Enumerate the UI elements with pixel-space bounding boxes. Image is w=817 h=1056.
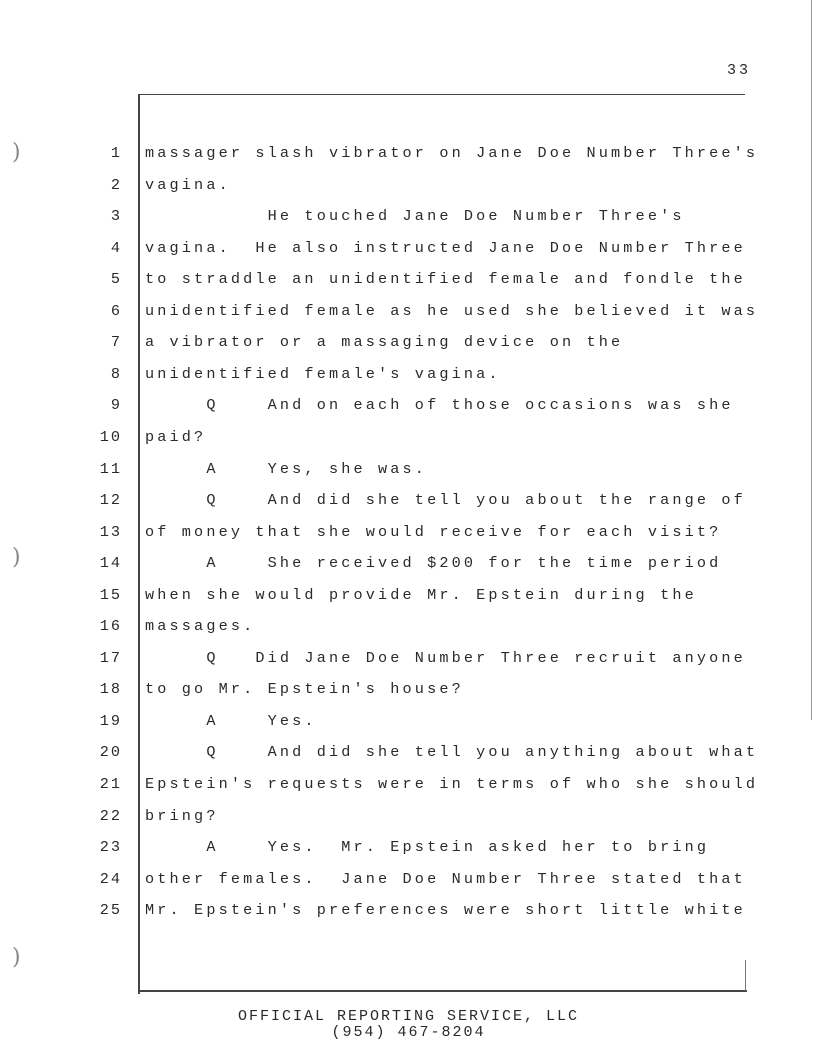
line-number: 5 <box>110 270 122 289</box>
footer-phone: (954) 467-8204 <box>331 1024 486 1041</box>
line-text: to straddle an unidentified female and fondle the <box>145 270 746 289</box>
line-number: 20 <box>99 743 122 762</box>
frame-top-rule <box>139 94 745 95</box>
transcript-line <box>0 579 817 611</box>
transcript-line <box>0 642 817 674</box>
transcript-line <box>0 863 817 895</box>
line-number: 7 <box>110 333 122 352</box>
line-text: when she would provide Mr. Epstein during the <box>145 585 697 604</box>
frame-bottom-rule <box>139 990 747 992</box>
line-text: unidentified female's vagina. <box>145 364 501 383</box>
transcript-line <box>0 232 817 264</box>
line-number: 23 <box>99 838 122 857</box>
page-number: 33 <box>726 62 751 79</box>
line-text: other females. Jane Doe Number Three stated that <box>145 869 746 888</box>
line-number: 10 <box>99 427 122 446</box>
binder-hole-mark: ) <box>12 545 21 570</box>
line-number: 4 <box>110 238 122 257</box>
line-text: He touched Jane Doe Number Three's <box>145 207 685 226</box>
line-number: 22 <box>99 806 122 825</box>
line-text: of money that she would receive for each visit? <box>145 522 722 541</box>
transcript-line <box>0 894 817 926</box>
transcript-line <box>0 768 817 800</box>
line-number: 1 <box>110 144 122 162</box>
transcript-line <box>0 453 817 485</box>
line-text: Q Did Jane Doe Number Three recruit anyone <box>145 648 746 667</box>
transcript-line <box>0 389 817 421</box>
line-number: 6 <box>110 301 122 320</box>
line-text: a vibrator or a massaging device on the <box>145 333 624 352</box>
transcript-line <box>0 326 817 358</box>
binder-hole-mark: ) <box>12 140 21 165</box>
line-text: A Yes. Mr. Epstein asked her to bring <box>145 838 710 857</box>
line-text: Q And did she tell you about the range of <box>145 491 746 510</box>
transcript-line <box>0 516 817 548</box>
line-number: 9 <box>110 396 122 415</box>
transcript-line <box>0 736 817 768</box>
line-number: 15 <box>99 585 122 604</box>
line-number: 19 <box>99 711 122 730</box>
line-text: unidentified female as he used she believed it was <box>145 301 759 320</box>
transcript-line <box>0 263 817 295</box>
binder-hole-mark: ) <box>12 945 21 970</box>
line-text: Mr. Epstein's preferences were short little white <box>145 901 746 920</box>
line-text: A She received $200 for the time period <box>145 554 722 573</box>
transcript-line <box>0 169 817 201</box>
line-number: 14 <box>99 554 122 573</box>
line-number: 17 <box>99 648 122 667</box>
line-text: to go Mr. Epstein's house? <box>145 680 464 699</box>
transcript-line <box>0 547 817 579</box>
line-text: A Yes, she was. <box>145 459 428 478</box>
line-number: 13 <box>99 522 122 541</box>
line-number: 25 <box>99 901 122 920</box>
line-number: 11 <box>99 459 122 478</box>
line-number: 2 <box>110 175 122 194</box>
line-number: 16 <box>99 617 122 636</box>
line-text: massager slash vibrator on Jane Doe Number Three's <box>145 144 759 162</box>
transcript-line <box>0 831 817 863</box>
line-number: 18 <box>99 680 122 699</box>
line-number: 12 <box>99 491 122 510</box>
transcript-line <box>0 137 817 169</box>
line-text: bring? <box>145 806 219 825</box>
transcript-line <box>0 484 817 516</box>
line-text: Epstein's requests were in terms of who she should <box>145 775 759 793</box>
line-text: vagina. <box>145 175 231 194</box>
line-text: A Yes. <box>145 711 317 730</box>
transcript-line <box>0 610 817 642</box>
line-text: massages. <box>145 617 256 636</box>
frame-right-rule <box>745 960 746 991</box>
transcript-line <box>0 673 817 705</box>
transcript-line <box>0 705 817 737</box>
transcript-line <box>0 200 817 232</box>
transcript-line <box>0 800 817 832</box>
line-text: Q And did she tell you anything about what <box>145 743 759 762</box>
line-number: 3 <box>110 207 122 226</box>
line-number: 21 <box>99 775 122 793</box>
line-text: vagina. He also instructed Jane Doe Number Three <box>145 238 746 257</box>
transcript-line <box>0 295 817 327</box>
line-text: Q And on each of those occasions was she <box>145 396 734 415</box>
transcript-line <box>0 358 817 390</box>
footer-company: OFFICIAL REPORTING SERVICE, LLC <box>237 1008 580 1025</box>
line-number: 8 <box>110 364 122 383</box>
line-text: paid? <box>145 427 207 446</box>
transcript-line <box>0 421 817 453</box>
line-number: 24 <box>99 869 122 888</box>
